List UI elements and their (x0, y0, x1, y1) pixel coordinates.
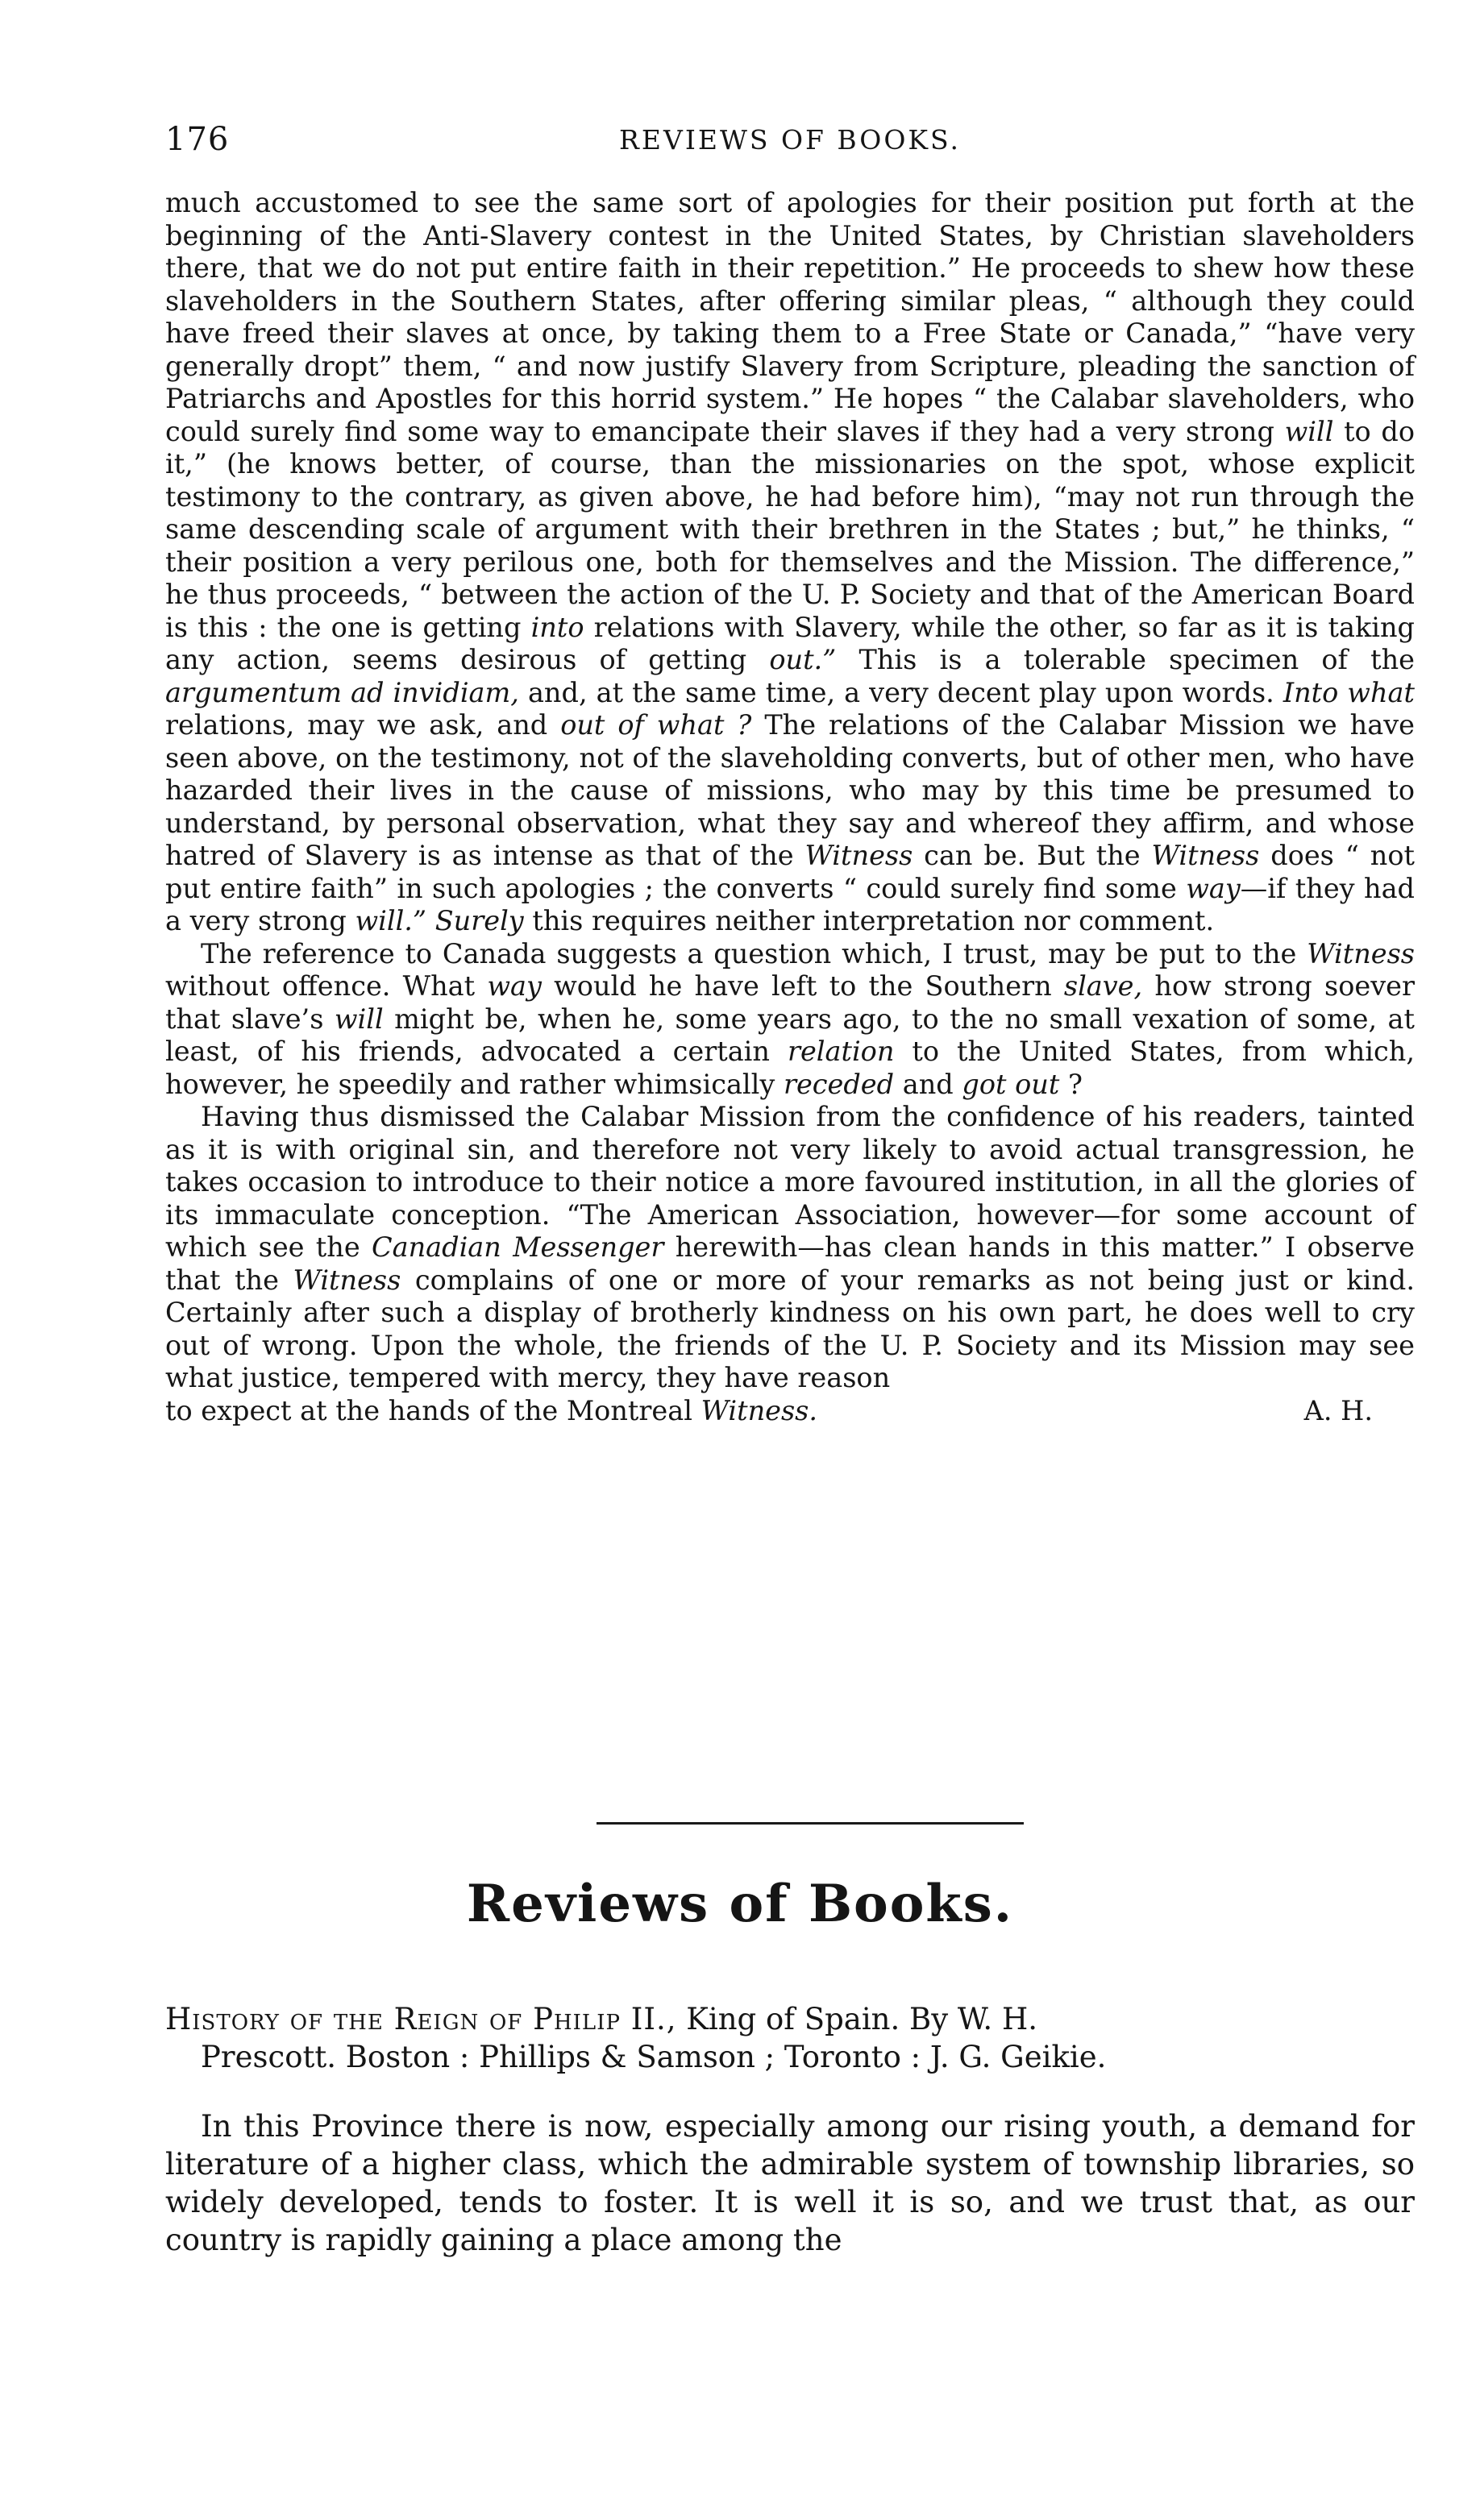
letter-paragraph-2: The reference to Canada suggests a question which, I trust, may be put to the Witness without offence. What way would he have left to the Southern slave, how strong soever that slave’s will might be, when he, some years ago, to the no small vexation of some, at least, of his friends, advocated a certain relation to the United States, from which, however, he speedily and rather whimsically receded and got out ? (165, 937, 1416, 1100)
review-body (165, 2107, 1415, 2259)
section-divider (597, 1822, 1024, 1825)
book-title: History of the Reign of Philip II., (165, 2002, 677, 2036)
page-header (165, 121, 1415, 169)
running-head: REVIEWS OF BOOKS. (619, 124, 961, 156)
citation-line-1: History of the Reign of Philip II., King of Spain. By W. H. (165, 2002, 1037, 2036)
closing-text: to expect at the hands of the Montreal Witness. (165, 1394, 818, 1426)
signature: A. H. (1303, 1394, 1373, 1426)
book-citation (165, 2000, 1415, 2076)
section-title: Reviews of Books. (466, 1874, 1014, 1934)
closing-line (165, 1395, 1415, 1428)
review-paragraph-1: In this Province there is now, especially among our rising youth, a demand for literature of a higher class, which the admirable system of township libraries, so widely developed, tends to foster. It is well it is so, and we trust that, as our country is rapidly gaining a place among the (165, 2109, 1415, 2257)
letter-body (165, 187, 1415, 1427)
letter-paragraph-3: Having thus dismissed the Calabar Mission from the confidence of his readers, tainted as it is with original sin, and therefore not very likely to avoid actual transgression, he takes occasion to introduce to their notice a more favoured institution, in all the glories of its immaculate conception. “The American Association, however—for some account of which see the Canadian Messenger herewith—has clean hands in this matter.” I observe that the Witness complains of one or more of your remarks as not being just or kind. Certainly after such a display of brotherly kindness on his own part, he does well to cry out of wrong. Upon the whole, the friends of the U. P. Society and its Mission may see what justice, tempered with mercy, they have reason (165, 1101, 1415, 1393)
letter-paragraph-1: much accustomed to see the same sort of apologies for their position put forth at the beginning of the Anti-Slavery contest in the United States, by Christian slaveholders there, that we do not put entire faith in their repetition.” He proceeds to shew how these slaveholders in the Southern States, after offering similar pleas, “ although they could have freed their slaves at once, by taking them to a Free State or Canada,” “have very generally dropt” them, “ and now justify Slavery from Scripture, pleading the sanction of Patriarchs and Apostles for this horrid system.” He hopes “ the Calabar slaveholders, who could surely find some way to emancipate their slaves if they had a very strong will to do it,” (he knows better, of course, than the missionaries on the spot, whose explicit testimony to the contrary, as given above, he had before him), “may not run through the same descending scale of argument with their brethren in the States ; but,” he thinks, “ their position a very perilous one, both for themselves and the Mission. The difference,” he thus proceeds, “ between the action of the U. P. Society and that of the American Board is this : the one is getting into relations with Slavery, while the other, so far as it is taking any action, seems desirous of getting out.” This is a tolerable specimen of the argumentum ad invidiam, and, at the same time, a very decent play upon words. Into what relations, may we ask, and out of what ? The relations of the Calabar Mission we have seen above, on the testimony, not of the slaveholding converts, but of other men, who have hazarded their lives in the cause of missions, who may by this time be presumed to understand, by personal observation, what they say and whereof they affirm, and whose hatred of Slavery is as intense as that of the Witness can be. But the Witness does “ not put entire faith” in such apologies ; the converts “ could surely find some way—if they had a very strong will.” Surely this requires neither interpretation nor comment. (165, 187, 1416, 936)
page-number: 176 (165, 121, 230, 158)
citation-line-2: Prescott. Boston : Phillips & Samson ; Toronto : J. G. Geikie. (201, 2040, 1107, 2074)
